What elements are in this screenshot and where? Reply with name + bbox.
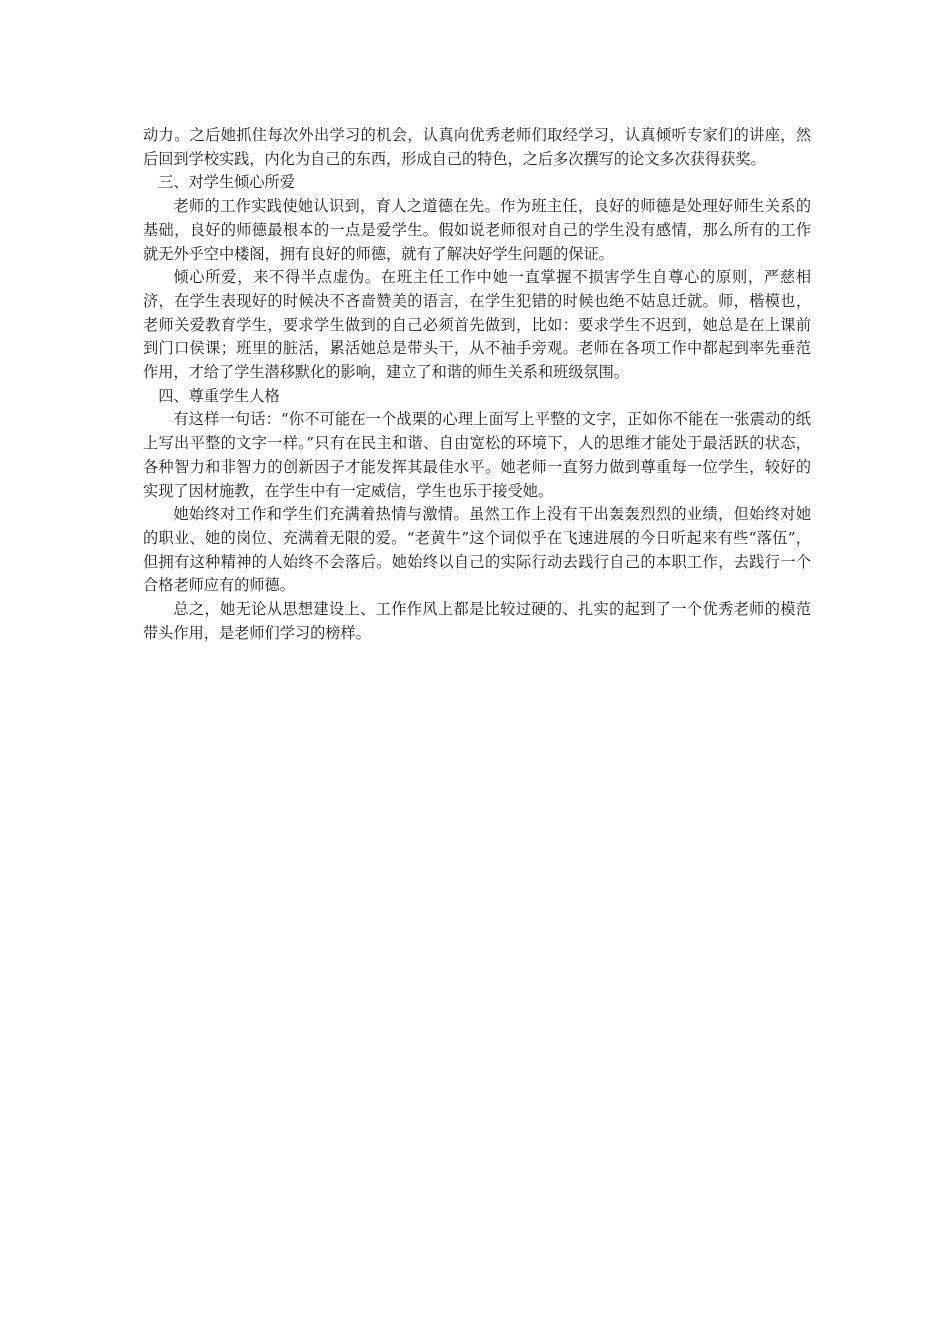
document-body	[143, 124, 811, 645]
paragraph-conclusion: 总之，她无论从思想建设上、工作作风上都是比较过硬的、扎实的起到了一个优秀老师的模范带头作用，是老师们学习的榜样。	[143, 600, 811, 642]
paragraph: 倾心所爱，来不得半点虚伪。在班主任工作中她一直掌握不损害学生自尊心的原则，严慈相济，在学生表现好的时候决不吝啬赞美的语言，在学生犯错的时候也绝不姑息迁就。师，楷模也，老师关爱教育学生，要求学生做到的自己必须首先做到，比如：要求学生不迟到，她总是在上课前到门口侯课；班里的脏活，累活她总是带头干，从不袖手旁观。老师在各项工作中都起到率先垂范作用，才给了学生潜移默化的影响，建立了和谐的师生关系和班级氛围。	[143, 268, 811, 382]
section-heading-3: 三、对学生倾心所爱	[158, 173, 295, 192]
paragraph: 有这样一句话：“你不可能在一个战栗的心理上面写上平整的文字，正如你不能在一张震动的纸上写出平整的文字一样。”只有在民主和谐、自由宽松的环境下，人的思维才能处于最活跃的状态，各种智力和非智力的创新因子才能发挥其最佳水平。她老师一直努力做到尊重每一位学生，较好的实现了因材施教，在学生中有一定威信，学生也乐于接受她。	[143, 410, 811, 500]
paragraph: 老师的工作实践使她认识到，育人之道德在先。作为班主任，良好的师德是处理好师生关系的基础，良好的师德最根本的一点是爱学生。假如说老师很对自己的学生没有感情，那么所有的工作就无外乎空中楼阁，拥有良好的师德，就有了解决好学生问题的保证。	[143, 197, 811, 263]
paragraph-continuation: 动力。之后她抓住每次外出学习的机会，认真向优秀老师们取经学习，认真倾听专家们的讲座，然后回到学校实践，内化为自己的东西，形成自己的特色，之后多次撰写的论文多次获得获奖。	[143, 126, 811, 168]
paragraph: 她始终对工作和学生们充满着热情与激情。虽然工作上没有干出轰轰烈烈的业绩，但始终对她的职业、她的岗位、充满着无限的爱。“老黄牛”这个词似乎在飞速进展的今日听起来有些“落伍”，但拥有这种精神的人始终不会落后。她始终以自己的实际行动去践行自己的本职工作，去践行一个合格老师应有的师德。	[143, 505, 811, 595]
section-heading-4: 四、尊重学生人格	[158, 386, 280, 405]
